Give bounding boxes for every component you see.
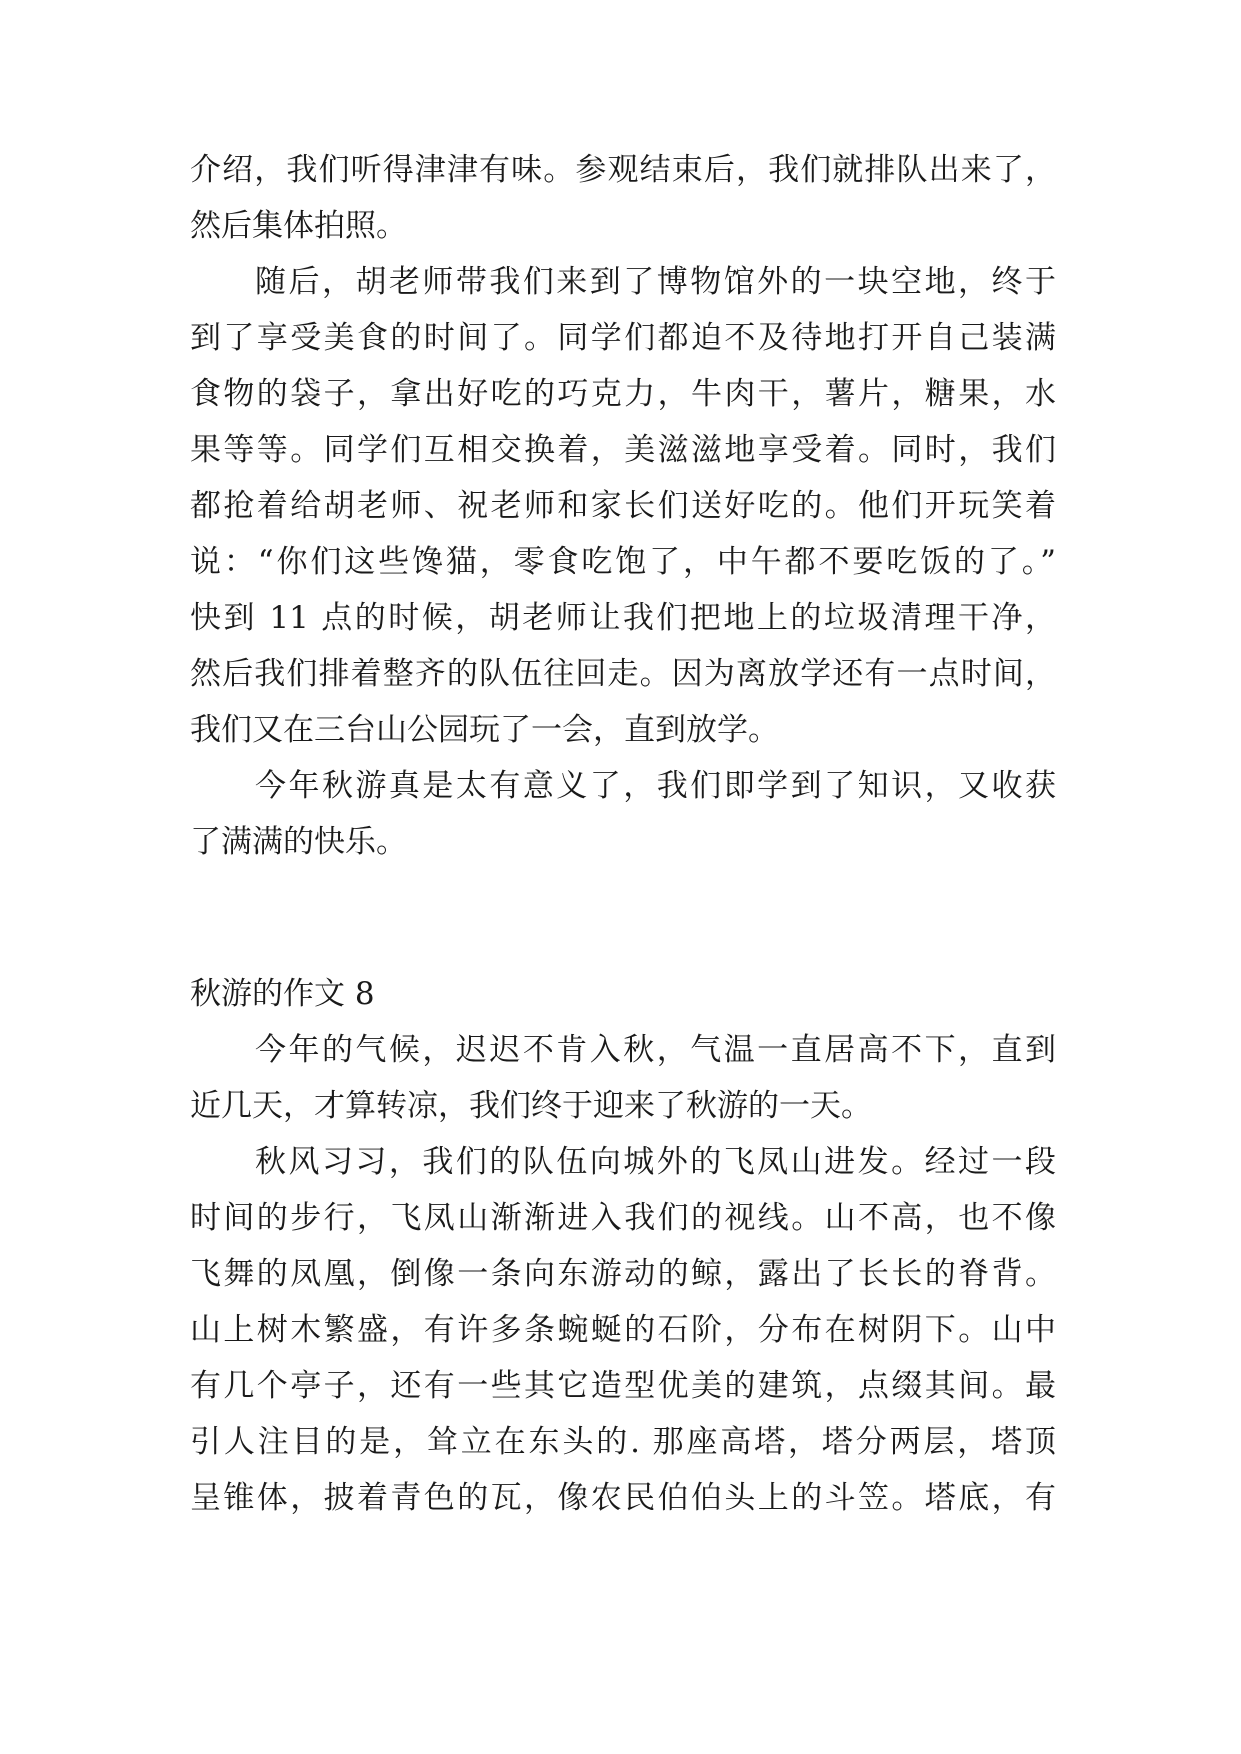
text-line: 近几天，才算转凉，我们终于迎来了秋游的一天。 (190, 1088, 872, 1124)
text-line: 今年秋游真是太有意义了，我们即学到了知识，又收获 (255, 768, 1056, 804)
text-line: 飞舞的凤凰，倒像一条向东游动的鲸，露出了长长的脊背。 (190, 1256, 1056, 1292)
text-line: 时间的步行，飞凤山渐渐进入我们的视线。山不高，也不像 (190, 1200, 1056, 1236)
text-line: 有几个亭子，还有一些其它造型优美的建筑，点缀其间。最 (190, 1368, 1056, 1404)
text-line: 然后集体拍照。 (190, 208, 407, 244)
text-line: 引人注目的是，耸立在东头的. 那座高塔，塔分两层，塔顶 (190, 1424, 1056, 1460)
section-heading: 秋游的作文 8 (190, 976, 375, 1012)
text-line: 山上树木繁盛，有许多条蜿蜒的石阶，分布在树阴下。山中 (190, 1312, 1056, 1348)
text-line: 快到 11 点的时候，胡老师让我们把地上的垃圾清理干净， (190, 600, 1056, 636)
text-line: 然后我们排着整齐的队伍往回走。因为离放学还有一点时间， (190, 656, 1056, 692)
text-line: 今年的气候，迟迟不肯入秋，气温一直居高不下，直到 (255, 1032, 1056, 1068)
text-line: 都抢着给胡老师、祝老师和家长们送好吃的。他们开玩笑着 (190, 488, 1056, 524)
text-line: 秋风习习，我们的队伍向城外的飞凤山进发。经过一段 (255, 1144, 1056, 1180)
text-line: 说：“你们这些馋猫，零食吃饱了，中午都不要吃饭的了。” (190, 544, 1056, 580)
text-line: 到了享受美食的时间了。同学们都迫不及待地打开自己装满 (190, 320, 1056, 356)
text-line: 食物的袋子，拿出好吃的巧克力，牛肉干，薯片，糖果，水 (190, 376, 1056, 412)
text-line: 了满满的快乐。 (190, 824, 407, 860)
text-line: 随后，胡老师带我们来到了博物馆外的一块空地，终于 (255, 264, 1056, 300)
text-line: 果等等。同学们互相交换着，美滋滋地享受着。同时，我们 (190, 432, 1056, 468)
text-line: 呈锥体，披着青色的瓦，像农民伯伯头上的斗笠。塔底，有 (190, 1480, 1056, 1516)
text-line: 介绍，我们听得津津有味。参观结束后，我们就排队出来了， (190, 152, 1056, 188)
text-line: 我们又在三台山公园玩了一会，直到放学。 (190, 712, 779, 748)
